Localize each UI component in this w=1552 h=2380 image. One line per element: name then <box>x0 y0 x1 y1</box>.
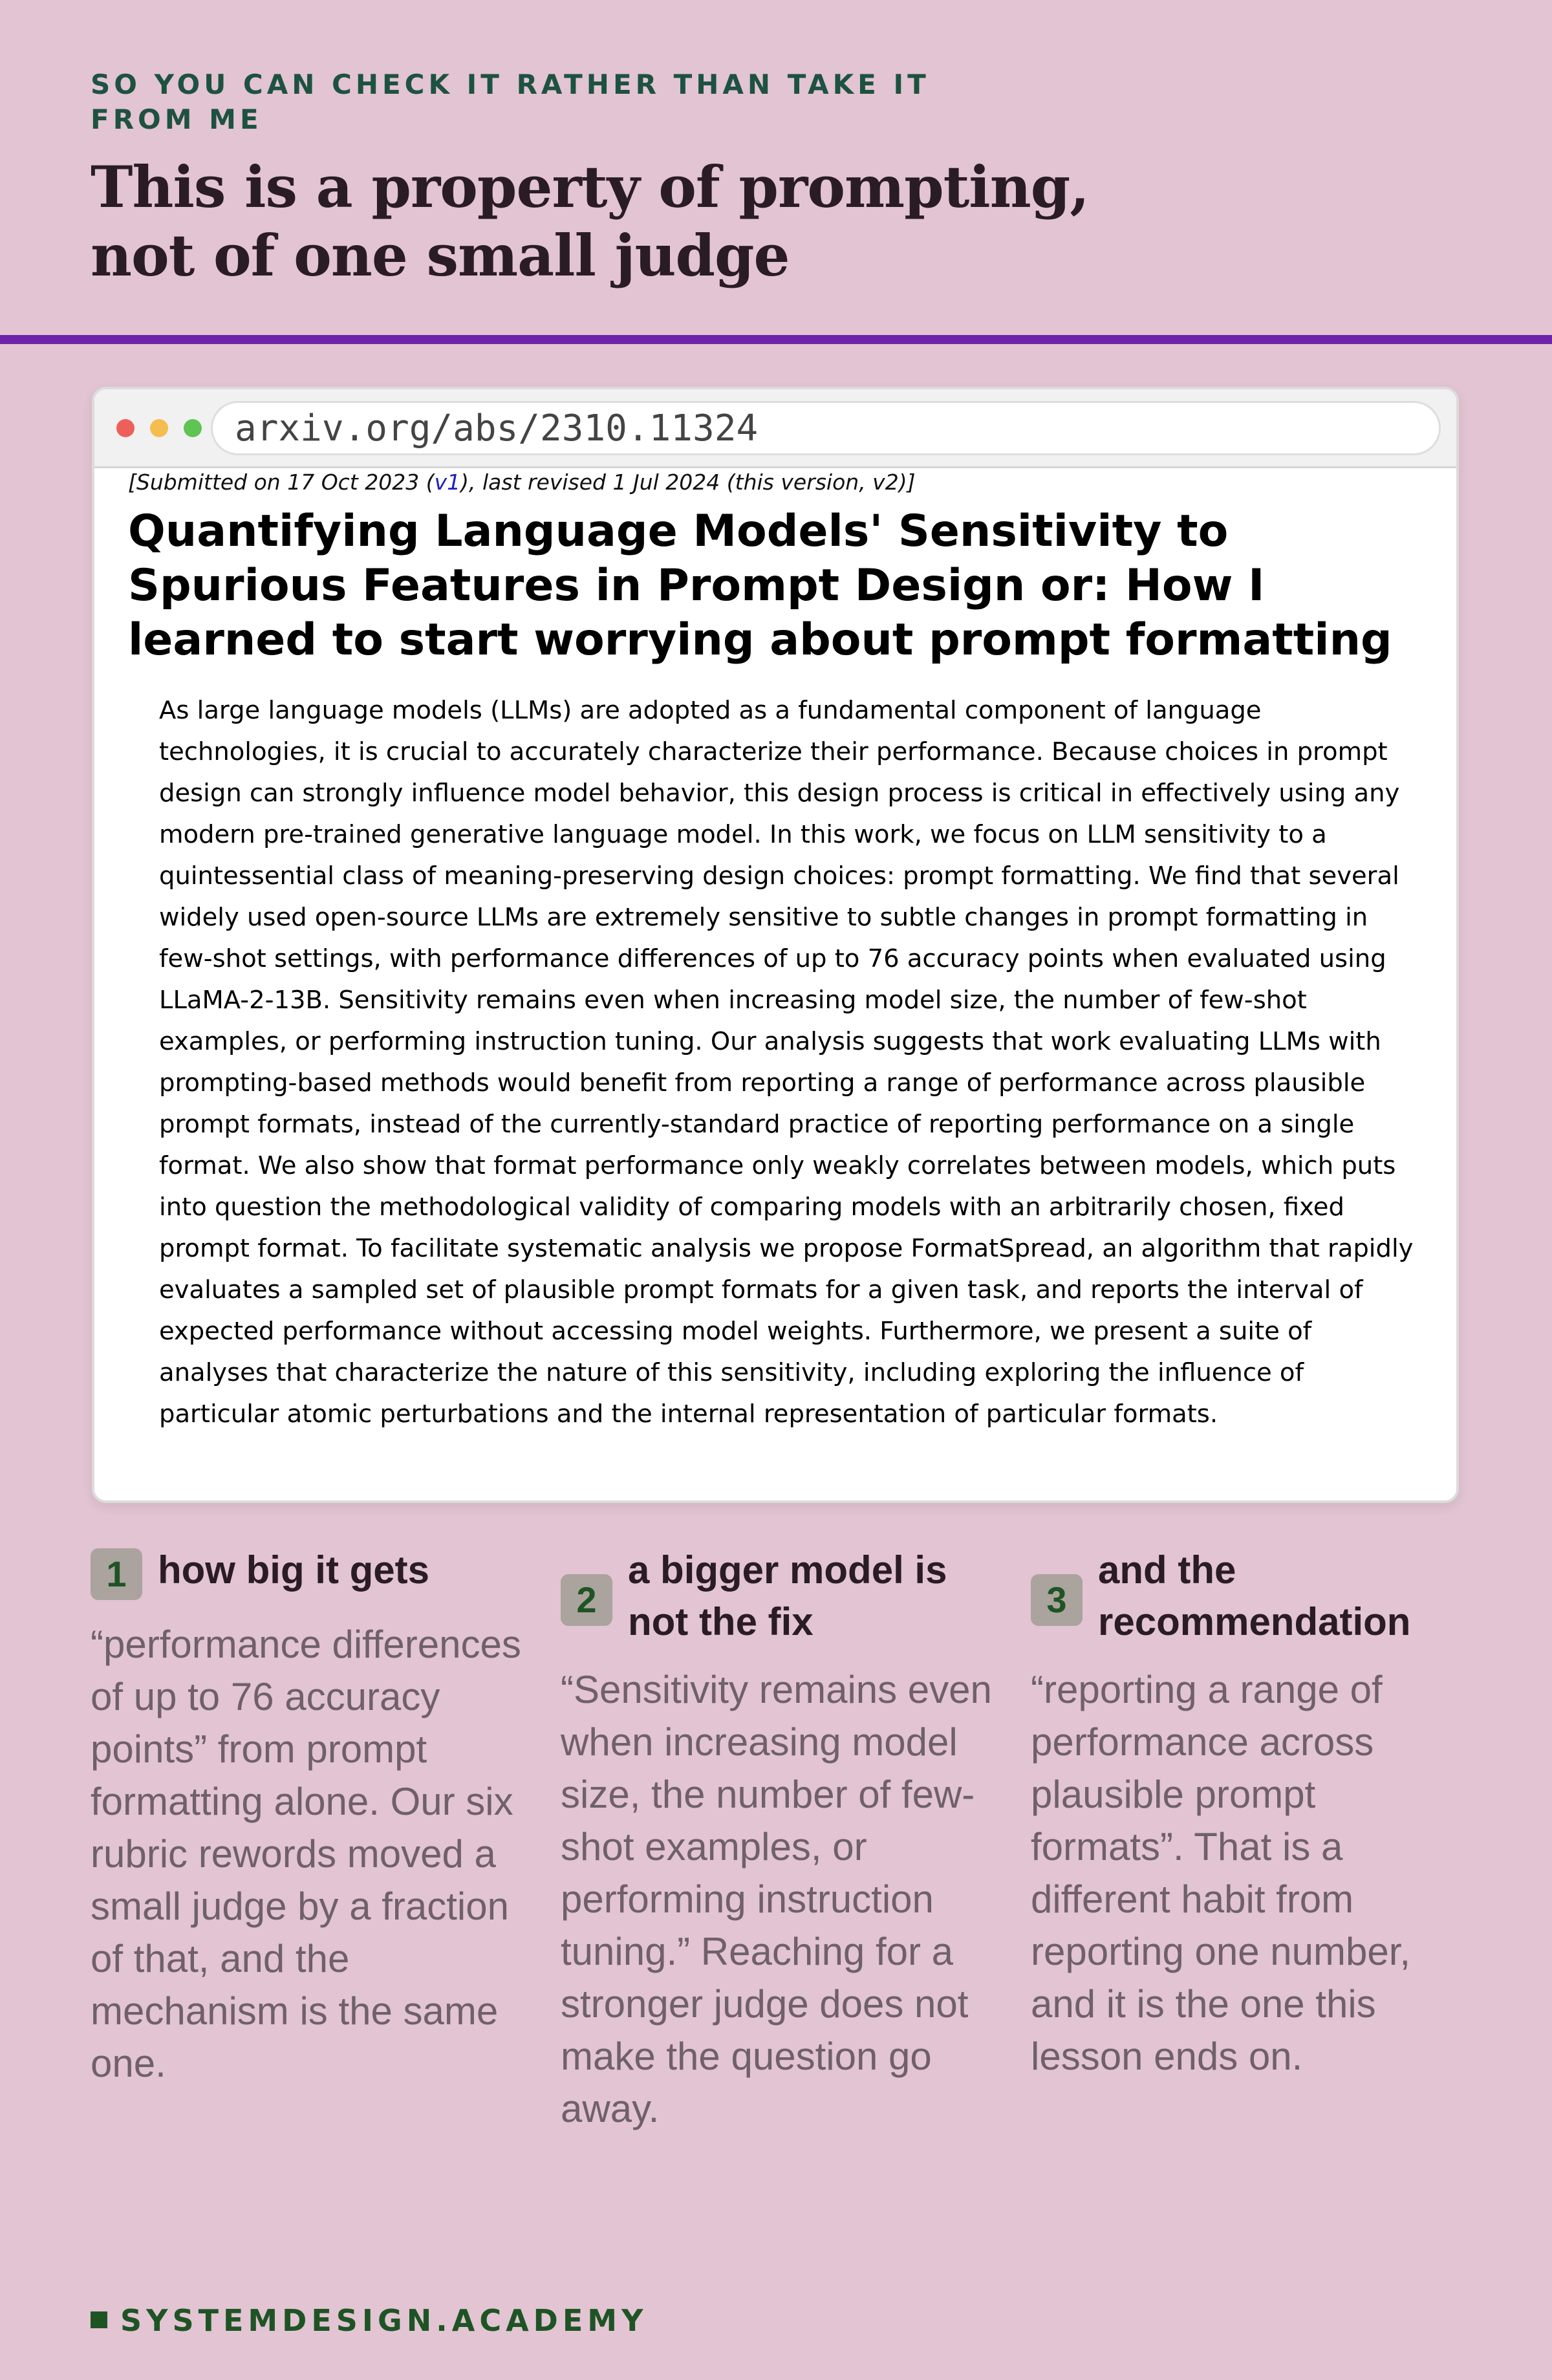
point-heading: and the recommendation <box>1098 1548 1411 1643</box>
url-text: arxiv.org/abs/2310.11324 <box>235 407 759 449</box>
maximize-window-icon[interactable] <box>184 419 202 437</box>
paper-title: Quantifying Language Models' Sensitivity to Spurious Features in Prompt Design or: How I learned to start worrying about prompt formatting <box>128 506 1392 665</box>
point-1 <box>91 1544 530 2090</box>
browser-toolbar <box>94 389 1456 468</box>
point-body: “performance differences of up to 76 accuracy points” from prompt formatting alone. Our six rubric rewords moved a small judge by a fraction of that, and the mechanism is the same one. <box>91 1623 521 2085</box>
submitted-suffix: ), last revised 1 Jul 2024 (this version, v2)] <box>460 470 916 495</box>
submission-history <box>128 468 1421 497</box>
footer-brand <box>91 2302 647 2339</box>
point-number-badge: 1 <box>91 1548 142 1600</box>
divider <box>0 335 1552 344</box>
point-number-badge: 2 <box>561 1574 612 1626</box>
point-3 <box>1031 1544 1471 2082</box>
paper-abstract: As large language models (LLMs) are adopted as a fundamental component of language technologies, it is crucial to accurately characterize their performance. Because choices in prompt design can strongly influence model behavior, this design process is critical in effectively using any modern pre-trained generative language model. In this work, we focus on LLM sensitivity to a quintessential class of meaning-preserving design choices: prompt formatting. We find that several widely used open-source LLMs are extremely sensitive to subtle changes in prompt formatting in few-shot settings, with performance differences of up to 76 accuracy points when evaluated using LLaMA-2-13B. Sensitivity remains even when increasing model size, the number of few-shot examples, or performing instruction tuning. Our analysis suggests that work evaluating LLMs with prompting-based methods would benefit from reporting a range of performance across plausible prompt formats, instead of the currently-standard practice of reporting performance on a single format. We also show that format performance only weakly correlates between models, which puts into question the methodological validity of comparing models with an arbitrarily chosen, fixed prompt format. To facilitate systematic analysis we propose FormatSpread, an algorithm that rapidly evaluates a sampled set of plausible prompt formats for a given task, and reports the interval of expected performance without accessing model weights. Furthermore, we present a suite of analyses that characterize the nature of this sensitivity, including exploring the influence of particular atomic perturbations and the internal representation of particular formats. <box>159 696 1414 1429</box>
point-2 <box>561 1544 1000 2135</box>
browser-window <box>92 387 1459 1503</box>
point-body: “Sensitivity remains even when increasing model size, the number of few-shot examples, or performing instruction tuning.” Reaching for a stronger judge does not make the question go away. <box>561 1668 992 2130</box>
point-heading: how big it gets <box>158 1548 429 1592</box>
submitted-prefix: [Submitted on 17 Oct 2023 ( <box>128 470 435 495</box>
close-window-icon[interactable] <box>116 419 135 437</box>
brand-square-icon <box>91 2311 107 2328</box>
eyebrow-label: SO YOU CAN CHECK IT RATHER THAN TAKE IT FROM ME <box>91 69 930 135</box>
page-title: This is a property of prompting, not of one small judge <box>91 153 1089 289</box>
minimize-window-icon[interactable] <box>150 419 168 437</box>
point-body: “reporting a range of performance across plausible prompt formats”. That is a different habit from reporting one number, and it is the one this lesson ends on. <box>1031 1668 1411 2078</box>
point-number-badge: 3 <box>1031 1574 1083 1626</box>
address-bar[interactable] <box>211 401 1441 455</box>
point-heading: a bigger model is not the fix <box>628 1548 947 1643</box>
brand-name: SYSTEMDESIGN.ACADEMY <box>120 2303 648 2338</box>
version-1-link[interactable]: v1 <box>434 470 461 495</box>
